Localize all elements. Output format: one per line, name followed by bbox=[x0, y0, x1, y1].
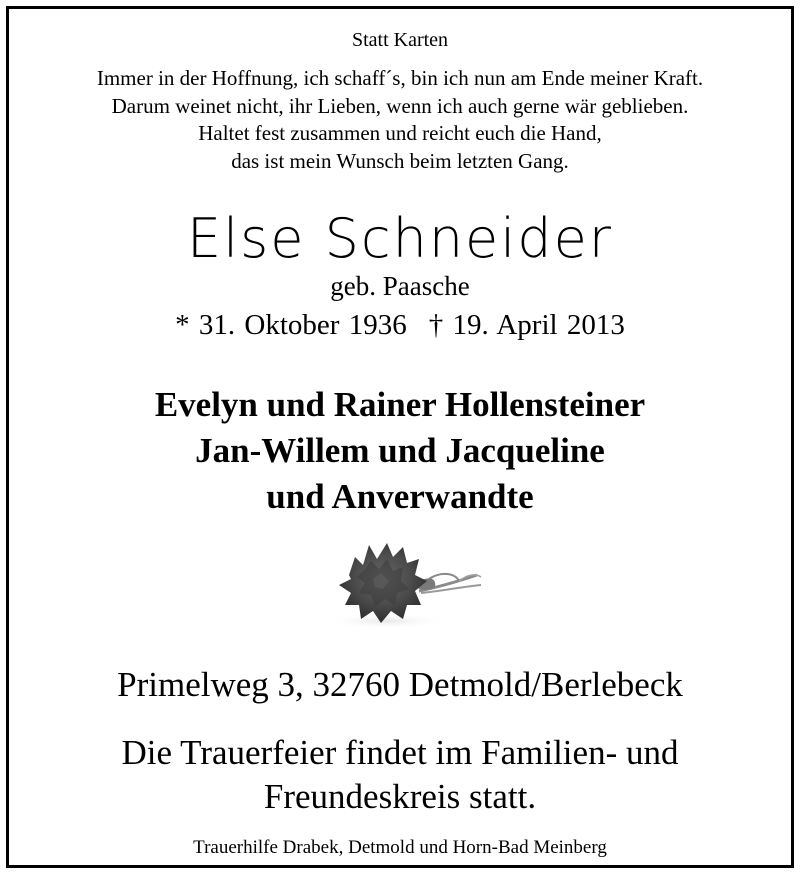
funeral-home: Trauerhilfe Drabek, Detmold und Horn-Bad Meinberg bbox=[193, 837, 607, 858]
death-date: † 19. April 2013 bbox=[428, 309, 625, 341]
mourner-line: Jan-Willem und Jacqueline bbox=[195, 431, 605, 470]
address: Primelweg 3, 32760 Detmold/Berlebeck bbox=[117, 665, 683, 704]
poem-line: das ist mein Wunsch beim letzten Gang. bbox=[231, 148, 569, 173]
mourner-line: Evelyn und Rainer Hollensteiner bbox=[154, 385, 646, 424]
poem-line: Immer in der Hoffnung, ich schaff´s, bin ich nun am Ende meiner Kraft. bbox=[96, 66, 704, 90]
deceased-name: Else Schneider bbox=[187, 207, 613, 270]
birth-date: * 31. Oktober 1936 bbox=[175, 309, 407, 341]
service-notice bbox=[9, 731, 791, 819]
obituary-frame bbox=[6, 6, 794, 868]
service-line: Die Trauerfeier findet im Familien- und bbox=[121, 733, 679, 772]
carnation-flower-icon bbox=[309, 535, 489, 631]
maiden-name: geb. Paasche bbox=[330, 271, 470, 301]
poem-line: Darum weinet nicht, ihr Lieben, wenn ich auch gerne wär geblieben. bbox=[111, 93, 689, 118]
service-line: Freundeskreis statt. bbox=[263, 777, 537, 816]
poem-line: Haltet fest zusammen und reicht euch die Hand, bbox=[198, 121, 602, 145]
life-dates bbox=[9, 309, 791, 342]
poem bbox=[9, 65, 791, 175]
header-statt-karten: Statt Karten bbox=[351, 29, 449, 51]
mourners bbox=[9, 382, 791, 520]
mourner-line: und Anverwandte bbox=[266, 477, 534, 516]
